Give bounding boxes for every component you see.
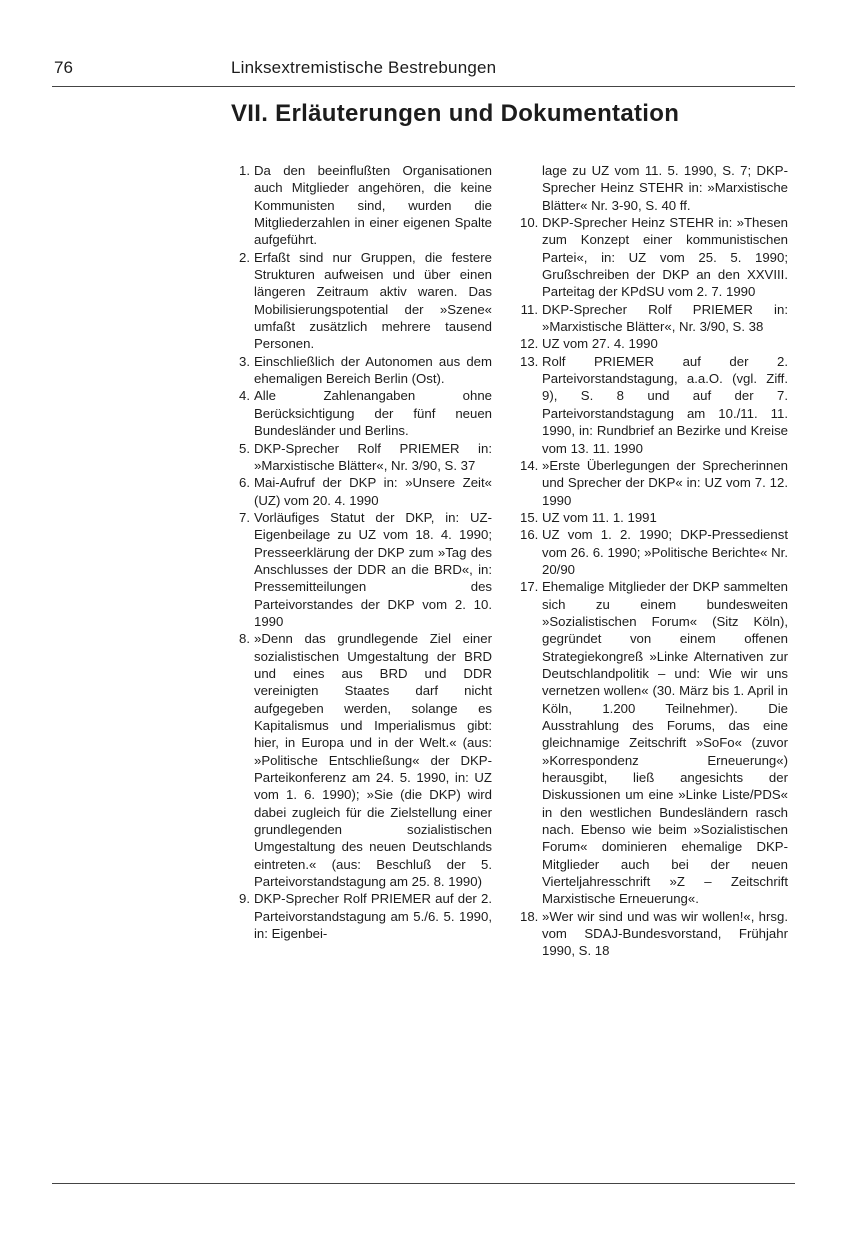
note-number: 10. [520, 215, 539, 231]
note-text: UZ vom 11. 1. 1991 [542, 509, 657, 525]
note-item [232, 630, 492, 890]
note-number: 8. [239, 631, 250, 647]
note-number: 13. [520, 353, 539, 369]
note-number: 14. [520, 457, 539, 473]
note-number: 12. [520, 336, 539, 352]
note-item [232, 162, 492, 249]
section-title: VII. Erläuterungen und Dokumentation [231, 100, 680, 127]
note-text: Alle Zahlenangaben ohne Berücksichtigung der fünf neuen Bundesländer und Berlins. [254, 388, 492, 439]
note-number: 7. [239, 509, 250, 525]
note-number: 2. [239, 249, 250, 265]
page-number: 76 [54, 58, 73, 77]
note-text: Mai-Aufruf der DKP in: »Unsere Zeit« (UZ) vom 20. 4. 1990 [254, 475, 492, 508]
note-text: Rolf PRIEMER auf der 2. Parteivorstandstagung, a.a.O. (vgl. Ziff. 9), S. 8 und auf der 7. Parteivorstandstagung am 10./11. 11. 1990, in: Rundbrief an Bezirke und Kreise vom 13. 11. 1990 [542, 353, 788, 456]
note-item [520, 301, 788, 336]
note-text: Vorläufiges Statut der DKP, in: UZ-Eigenbeilage zu UZ vom 18. 4. 1990; Presseerklärung der DKP zum »Tag des Anschlusses der DDR an die BRD«, in: Pressemitteilungen des Parteivorstandes der DKP vom 2. 10. 1990 [254, 509, 492, 629]
note-text: Ehemalige Mitglieder der DKP sammelten sich zu einem bundesweiten »Sozialistischen Forum« (Sitz Köln), gegründet von einem offenen Strategiekongreß »Linke Alternativen zur Deutschlandpolitik – und: Wie wir uns vernetzen wollen« (30. März bis 1. April in Köln, 1.200 Teilnehmer). Die Ausstrahlung des Forums, das eine gleichnamige Zeitschrift »SoFo« (zuvor »Korrespondenz Erneuerung«) herausgibt, ließ angesichts der Diskussionen um eine »Linke Liste/PDS« in den westlichen Bundesländern rasch nach. Ebenso wie beim »Sozialistischen Forum« dominieren ehemalige DKP-Mitglieder auch bei der neuen Vierteljahresschrift »Z – Zeitschrift Marxistische Erneuerung«. [542, 579, 788, 907]
note-item [232, 890, 492, 942]
footer-rule [52, 1183, 795, 1184]
note-number: 5. [239, 440, 250, 456]
note-number: 16. [520, 527, 539, 543]
note-item [520, 457, 788, 509]
notes-column-right [520, 162, 788, 960]
note-number: 9. [239, 891, 250, 907]
note-item [520, 214, 788, 301]
note-item [232, 474, 492, 509]
running-title: Linksextremistische Bestrebungen [231, 58, 497, 77]
note-item [520, 162, 788, 214]
note-text: DKP-Sprecher Heinz STEHR in: »Thesen zum Konzept einer kommunistischen Partei«, in: UZ vom 25. 5. 1990; Grußschreiben der DKP an den XXVIII. Parteitag der KPdSU vom 2. 7. 1990 [542, 215, 788, 300]
note-text: lage zu UZ vom 11. 5. 1990, S. 7; DKP-Sprecher Heinz STEHR in: »Marxistische Blätter« Nr. 3-90, S. 40 ff. [542, 163, 788, 213]
note-item [520, 509, 788, 526]
note-text: Erfaßt sind nur Gruppen, die festere Strukturen aufweisen und über einen längeren Zeitraum aktiv waren. Das Mobilisierungspotential der »Szene« umfaßt zusätzlich mehrere tausend Personen. [254, 249, 492, 352]
note-item [520, 353, 788, 457]
note-item [520, 578, 788, 908]
note-text: »Denn das grundlegende Ziel einer sozialistischen Umgestaltung der BRD und eines aus BRD und DDR vereinigten Staates darf nicht aufgegeben werden, solange es Kapitalismus und Imperialismus gibt: hier, in Europa und in der Welt.« (aus: »Politische Entschließung« der DKP-Parteikonferenz am 24. 5. 1990, in: UZ vom 1. 6. 1990); »Sie (die DKP) wird dabei zugleich für die Zielstellung einer grundlegenden sozialistischen Umgestaltung des neuen Deutschlands eintreten.« (aus: Beschluß der 5. Parteivorstandstagung am 25. 8. 1990) [254, 631, 492, 890]
note-text: Einschließlich der Autonomen aus dem ehemaligen Bereich Berlin (Ost). [254, 353, 492, 387]
note-item [520, 335, 788, 352]
note-item [520, 908, 788, 960]
note-text: DKP-Sprecher Rolf PRIEMER in: »Marxistische Blätter«, Nr. 3/90, S. 38 [542, 301, 788, 335]
note-item [232, 509, 492, 630]
note-text: UZ vom 1. 2. 1990; DKP-Pressedienst vom 26. 6. 1990; »Politische Berichte« Nr. 20/90 [542, 527, 788, 577]
note-number: 15. [520, 509, 539, 525]
note-number: 6. [239, 475, 250, 491]
note-number: 1. [239, 163, 250, 178]
note-text: UZ vom 27. 4. 1990 [542, 336, 658, 352]
notes-column-left [232, 162, 492, 942]
note-text: DKP-Sprecher Rolf PRIEMER auf der 2. Parteivorstandstagung am 5./6. 5. 1990, in: Eigenbei- [254, 891, 492, 942]
note-number: 18. [520, 908, 539, 924]
note-number: 3. [239, 353, 250, 369]
header-rule [52, 86, 795, 87]
note-item [232, 249, 492, 353]
note-text: »Wer wir sind und was wir wollen!«, hrsg. vom SDAJ-Bundesvorstand, Frühjahr 1990, S. 18 [542, 908, 788, 959]
note-number: 11. [520, 301, 538, 317]
note-text: Da den beeinflußten Organisationen auch Mitglieder angehören, die keine Kommunisten sind, wurden die Mitgliederzahlen in einer eigenen Spalte aufgeführt. [254, 163, 492, 248]
note-item [232, 353, 492, 388]
note-text: »Erste Überlegungen der Sprecherinnen und Sprecher der DKP« in: UZ vom 7. 12. 1990 [542, 457, 788, 508]
note-item [232, 440, 492, 475]
note-text: DKP-Sprecher Rolf PRIEMER in: »Marxistische Blätter«, Nr. 3/90, S. 37 [254, 440, 492, 473]
note-number: 17. [520, 579, 539, 595]
note-item [520, 526, 788, 578]
note-number: 4. [239, 388, 250, 404]
note-item [232, 387, 492, 439]
